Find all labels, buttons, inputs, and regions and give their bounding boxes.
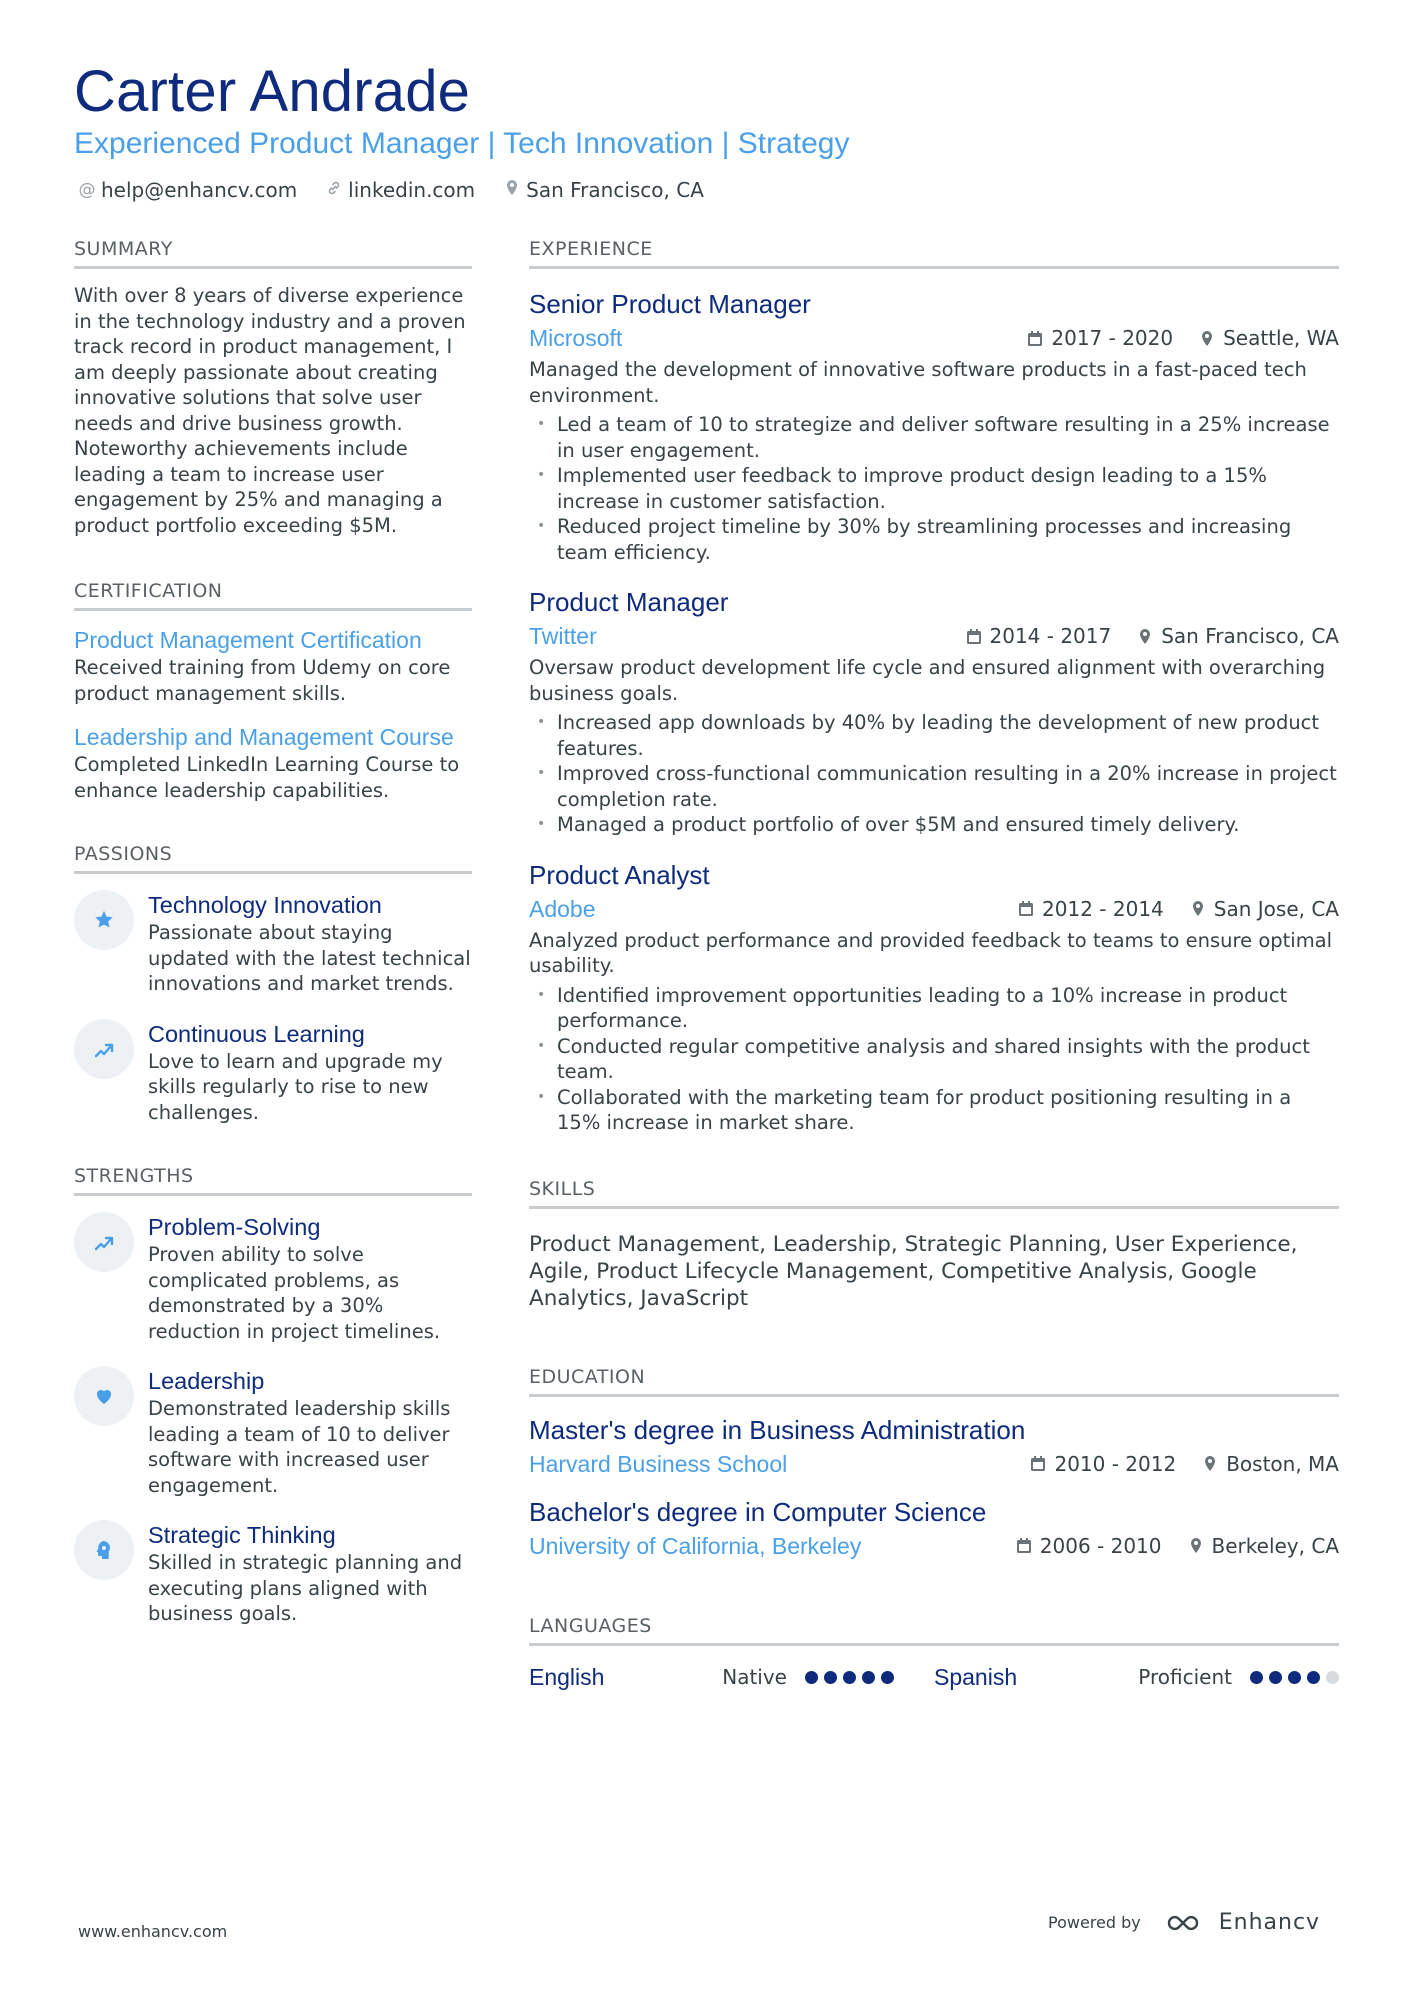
location-icon xyxy=(1202,1455,1218,1472)
job-bullet: • Managed a product portfolio of over $5M and ensured timely delivery. xyxy=(529,812,1339,838)
languages-section xyxy=(529,1615,1339,1691)
education-school: Harvard Business School xyxy=(529,1450,788,1477)
language-level: Proficient xyxy=(1138,1665,1232,1689)
education-dates: 2006 - 2010 xyxy=(1039,1533,1162,1558)
languages-heading: LANGUAGES xyxy=(529,1615,1339,1646)
job-company: Adobe xyxy=(529,895,596,922)
skills-text: Product Management, Leadership, Strategic Planning, User Experience, Agile, Product Lifecycle Management, Competitive Analysis, Google Analytics, JavaScript xyxy=(529,1231,1298,1311)
certification-item xyxy=(74,625,472,706)
rating-dot-filled xyxy=(1288,1671,1301,1684)
at-icon: @ xyxy=(78,180,96,200)
brand-name: Enhancv xyxy=(1218,1910,1321,1935)
job-bullet: • Increased app downloads by 40% by leading the development of new product features. xyxy=(529,710,1339,761)
language-item xyxy=(934,1664,1339,1691)
rating-dot-filled xyxy=(1250,1671,1263,1684)
certification-title: Leadership and Management Course xyxy=(74,724,454,750)
strength-item xyxy=(74,1520,472,1627)
education-entry xyxy=(529,1413,1339,1479)
job-bullet: • Implemented user feedback to improve product design leading to a 15% increase in customer satisfaction. xyxy=(529,463,1339,514)
certification-desc: Received training from Udemy on core product management skills. xyxy=(74,656,451,705)
strength-item xyxy=(74,1366,472,1498)
calendar-icon xyxy=(1016,1537,1032,1554)
location-icon xyxy=(1199,330,1215,347)
rating-dot-filled xyxy=(881,1671,894,1684)
education-location: Berkeley, CA xyxy=(1211,1533,1339,1558)
language-item xyxy=(529,1664,934,1691)
education-entry xyxy=(529,1495,1339,1561)
passion-title: Continuous Learning xyxy=(148,1020,365,1047)
left-column xyxy=(74,238,472,1627)
passion-desc: Passionate about staying updated with the latest technical innovations and market trends. xyxy=(148,921,471,995)
job-bullet: • Identified improvement opportunities leading to a 10% increase in product performance. xyxy=(529,983,1339,1034)
rating-dot-filled xyxy=(824,1671,837,1684)
job-location: San Jose, CA xyxy=(1213,896,1339,921)
passion-title: Technology Innovation xyxy=(148,892,382,918)
contact-bar xyxy=(78,178,704,202)
contact-email[interactable] xyxy=(78,178,297,202)
calendar-icon xyxy=(1018,900,1034,917)
calendar-icon xyxy=(1027,330,1043,347)
job-company: Microsoft xyxy=(529,325,623,351)
rating-dot-filled xyxy=(1307,1671,1320,1684)
education-section xyxy=(529,1366,1339,1561)
star-icon xyxy=(74,890,134,950)
job-entry xyxy=(529,585,1339,838)
strength-title: Strategic Thinking xyxy=(148,1522,336,1548)
heart-icon xyxy=(74,1366,134,1426)
skills-heading: SKILLS xyxy=(529,1178,1339,1209)
calendar-icon xyxy=(966,628,982,645)
job-desc: Oversaw product development life cycle and ensured alignment with overarching business goals. xyxy=(529,656,1326,705)
passions-section xyxy=(74,843,472,1125)
calendar-icon xyxy=(1030,1455,1046,1472)
powered-by-text: Powered by xyxy=(1048,1913,1141,1932)
contact-location xyxy=(503,178,704,202)
job-dates: 2014 - 2017 xyxy=(989,624,1112,648)
job-desc: Managed the development of innovative software products in a fast-paced tech environment. xyxy=(529,358,1307,407)
passion-item xyxy=(74,890,472,997)
strength-item xyxy=(74,1212,472,1344)
job-entry xyxy=(529,287,1339,565)
contact-linkedin-text: linkedin.com xyxy=(348,178,476,202)
contact-location-text: San Francisco, CA xyxy=(526,178,704,202)
language-name: English xyxy=(529,1663,605,1690)
passion-item xyxy=(74,1019,472,1126)
strengths-heading: STRENGTHS xyxy=(74,1165,472,1196)
location-icon xyxy=(1137,628,1153,645)
skills-section xyxy=(529,1178,1339,1312)
rating-dot-filled xyxy=(843,1671,856,1684)
job-title: Product Manager xyxy=(529,587,729,617)
job-title: Product Analyst xyxy=(529,859,710,890)
strength-desc: Skilled in strategic planning and executing plans aligned with business goals. xyxy=(148,1551,463,1625)
strengths-section xyxy=(74,1165,472,1627)
language-rating xyxy=(805,1671,894,1684)
job-title: Senior Product Manager xyxy=(529,289,811,319)
education-location: Boston, MA xyxy=(1226,1451,1339,1476)
job-bullet: • Led a team of 10 to strategize and deliver software resulting in a 25% increase in user engagement. xyxy=(529,412,1339,463)
candidate-name: Carter Andrade xyxy=(74,59,471,124)
job-bullet: • Reduced project timeline by 30% by streamlining processes and increasing team efficiency. xyxy=(529,514,1339,565)
certification-item xyxy=(74,722,472,803)
education-degree: Master's degree in Business Administration xyxy=(529,1414,1026,1445)
rating-dot-filled xyxy=(1269,1671,1282,1684)
head-icon xyxy=(74,1520,134,1580)
job-dates: 2017 - 2020 xyxy=(1051,326,1174,350)
language-rating xyxy=(1250,1671,1339,1684)
trend-arrow-icon xyxy=(74,1019,134,1079)
certification-section xyxy=(74,580,472,803)
strength-desc: Demonstrated leadership skills leading a team of 10 to deliver software with increased user engagement. xyxy=(148,1397,451,1497)
job-bullet: • Collaborated with the marketing team for product positioning resulting in a 15% increase in market share. xyxy=(529,1085,1339,1136)
job-location: San Francisco, CA xyxy=(1161,624,1339,648)
language-level: Native xyxy=(722,1665,787,1689)
job-bullet: • Improved cross-functional communication resulting in a 20% increase in project completion rate. xyxy=(529,761,1339,812)
experience-section xyxy=(529,238,1339,1136)
experience-heading: EXPERIENCE xyxy=(529,238,1339,269)
location-icon xyxy=(503,179,521,201)
job-company: Twitter xyxy=(529,623,597,649)
strength-desc: Proven ability to solve complicated problems, as demonstrated by a 30% reduction in project timelines. xyxy=(148,1243,441,1343)
job-bullets xyxy=(529,710,1339,838)
strength-title: Leadership xyxy=(148,1368,265,1394)
right-column xyxy=(529,238,1339,1691)
strength-title: Problem-Solving xyxy=(148,1214,321,1240)
summary-section xyxy=(74,238,472,538)
rating-dot-empty xyxy=(1326,1671,1339,1684)
education-dates: 2010 - 2012 xyxy=(1054,1451,1177,1476)
location-icon xyxy=(1190,900,1206,917)
certification-title: Product Management Certification xyxy=(74,627,422,653)
job-dates: 2012 - 2014 xyxy=(1042,896,1164,921)
summary-text: With over 8 years of diverse experience in the technology industry and a proven track record in product management, I am deeply passionate about creating innovative solutions that solve user needs and drive business growth. Noteworthy achievements include leading a team to increase user engagement by 25% and managing a product portfolio exceeding $5M. xyxy=(74,284,466,537)
job-entry xyxy=(529,858,1339,1136)
enhancv-logo-icon xyxy=(1165,1911,1209,1935)
summary-heading: SUMMARY xyxy=(74,238,472,269)
candidate-headline: Experienced Product Manager | Tech Innovation | Strategy xyxy=(74,127,850,160)
passion-desc: Love to learn and upgrade my skills regularly to rise to new challenges. xyxy=(148,1049,443,1124)
contact-email-text: help@enhancv.com xyxy=(101,178,298,202)
contact-linkedin[interactable] xyxy=(325,178,475,202)
job-bullets xyxy=(529,412,1339,565)
passions-heading: PASSIONS xyxy=(74,843,472,874)
education-heading: EDUCATION xyxy=(529,1366,1339,1397)
language-name: Spanish xyxy=(934,1663,1018,1690)
footer-website[interactable]: www.enhancv.com xyxy=(78,1922,228,1941)
job-bullet: • Conducted regular competitive analysis and shared insights with the product team. xyxy=(529,1034,1339,1085)
certification-heading: CERTIFICATION xyxy=(74,580,472,611)
trend-arrow-icon xyxy=(74,1212,134,1272)
rating-dot-filled xyxy=(805,1671,818,1684)
brand-logo[interactable] xyxy=(1165,1910,1320,1935)
job-desc: Analyzed product performance and provided feedback to teams to ensure optimal usability. xyxy=(529,928,1333,977)
location-icon xyxy=(1188,1537,1204,1554)
rating-dot-filled xyxy=(862,1671,875,1684)
job-location: Seattle, WA xyxy=(1223,326,1339,350)
certification-desc: Completed LinkedIn Learning Course to enhance leadership capabilities. xyxy=(74,753,460,802)
job-bullets xyxy=(529,983,1339,1136)
education-school: University of California, Berkeley xyxy=(529,1532,862,1559)
link-icon xyxy=(325,180,343,201)
education-degree: Bachelor's degree in Computer Science xyxy=(529,1496,987,1527)
footer-powered xyxy=(1048,1910,1320,1935)
